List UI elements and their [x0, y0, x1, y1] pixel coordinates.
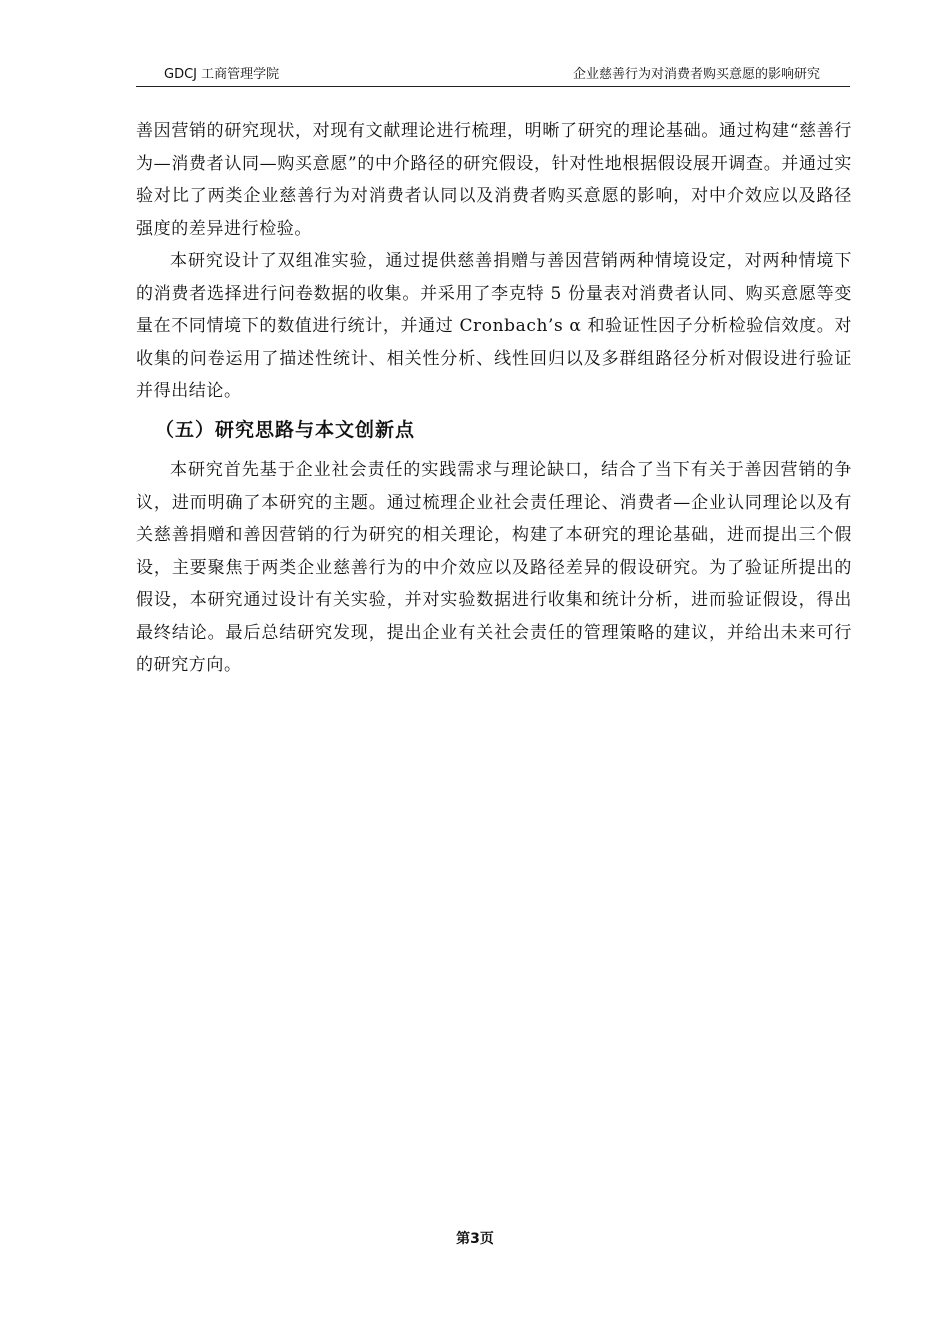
page-header	[136, 66, 850, 87]
section-heading: （五）研究思路与本文创新点	[155, 419, 416, 441]
header-institution: GDCJ 工商管理学院	[164, 67, 280, 82]
body-paragraph-3: 本研究首先基于企业社会责任的实践需求与理论缺口，结合了当下有关于善因营销的争议，进而明确了本研究的主题。通过梳理企业社会责任理论、消费者—企业认同理论以及有关慈善捐赠和善因营销的行为研究的相关理论，构建了本研究的理论基础，进而提出三个假设，主要聚焦于两类企业慈善行为的中介效应以及路径差异的假设研究。为了验证所提出的假设，本研究通过设计有关实验，并对实验数据进行收集和统计分析，进而验证假设，得出最终结论。最后总结研究发现，提出企业有关社会责任的管理策略的建议，并给出未来可行的研究方向。	[136, 460, 852, 675]
header-paper-title: 企业慈善行为对消费者购买意愿的影响研究	[572, 67, 820, 82]
page-number: 第3页	[456, 1231, 494, 1247]
body-paragraph-1: 善因营销的研究现状，对现有文献理论进行梳理，明晰了研究的理论基础。通过构建“慈善行为—消费者认同—购买意愿”的中介路径的研究假设，针对性地根据假设展开调查。并通过实验对比了两类企业慈善行为对消费者认同以及消费者购买意愿的影响，对中介效应以及路径强度的差异进行检验。	[136, 121, 852, 239]
body-paragraph-2: 本研究设计了双组准实验，通过提供慈善捐赠与善因营销两种情境设定，对两种情境下的消费者选择进行问卷数据的收集。并采用了李克特 5 份量表对消费者认同、购买意愿等变量在不同情境下的数值进行统计，并通过 Cronbach’s α 和验证性因子分析检验信效度。对收集的问卷运用了描述性统计、相关性分析、线性回归以及多群组路径分析对假设进行验证并得出结论。	[136, 251, 852, 401]
